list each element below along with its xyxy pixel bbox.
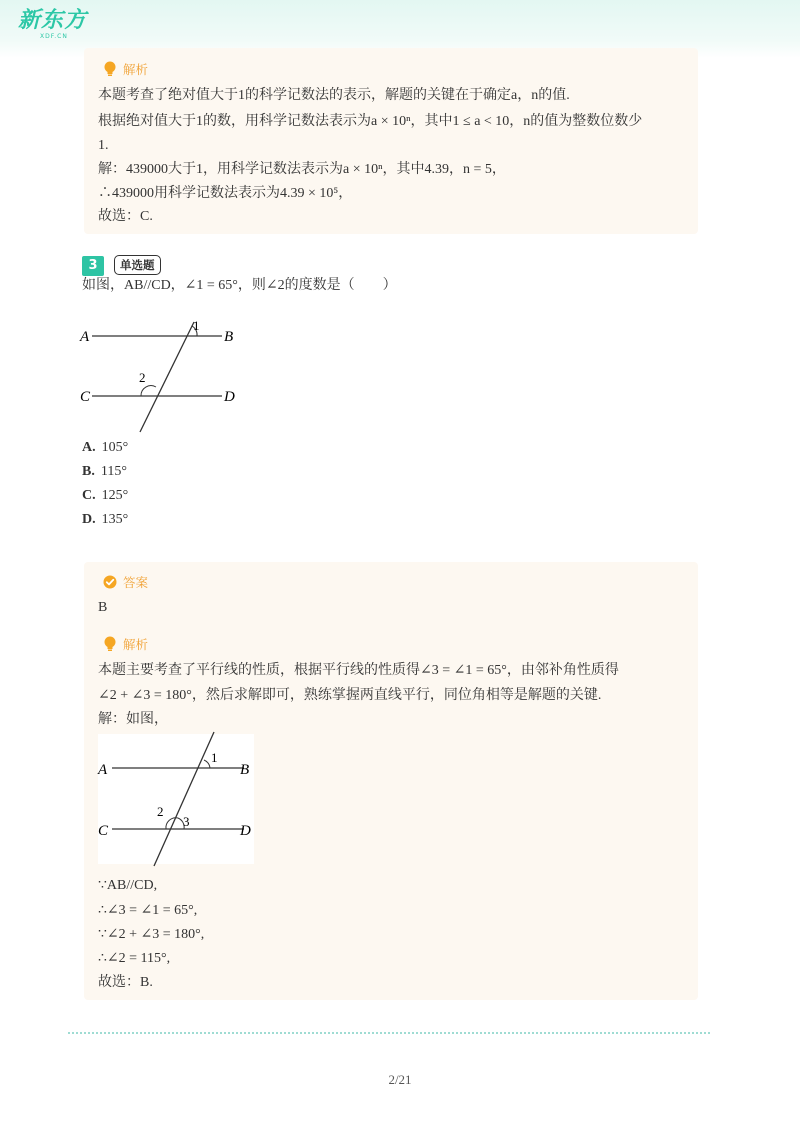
option-letter: A. — [82, 440, 96, 455]
angle-label-1: 1 — [211, 750, 218, 765]
point-label-a: A — [98, 762, 108, 778]
option-d[interactable] — [82, 510, 128, 530]
analysis-label: 解析 — [123, 62, 149, 77]
angle-label-3: 3 — [183, 814, 190, 829]
dotted-divider — [68, 1032, 710, 1034]
brand-logo — [18, 10, 87, 40]
point-label-a: A — [80, 329, 90, 345]
point-label-d: D — [240, 823, 251, 839]
analysis-label-row — [103, 60, 148, 78]
option-text: 115° — [100, 464, 127, 479]
analysis-label-row — [103, 635, 148, 653]
page-number: 2/21 — [388, 1072, 412, 1087]
question-type-badge: 单选题 — [114, 255, 161, 275]
analysis-line: 1. — [98, 138, 109, 153]
question-figure — [76, 318, 246, 436]
check-circle-icon — [103, 575, 117, 589]
question-number-badge: 3 — [82, 256, 104, 276]
analysis-line: 解：如图， — [98, 712, 168, 727]
option-c[interactable] — [82, 486, 128, 506]
solution-step: ∵AB//CD, — [98, 878, 158, 893]
option-a[interactable] — [82, 438, 128, 458]
solution-step: ∴∠3 = ∠1 = 65°, — [98, 903, 198, 918]
point-label-c: C — [98, 823, 109, 839]
angle-label-2: 2 — [157, 804, 164, 819]
analysis-line: 故选：C. — [98, 209, 153, 224]
lightbulb-icon — [103, 636, 117, 652]
analysis-line: ∠2 + ∠3 = 180°，然后求解即可，熟练掌握两直线平行，同位角相等是解题的关键. — [98, 688, 602, 703]
solution-step: ∵∠2 + ∠3 = 180°, — [98, 927, 205, 942]
option-text: 135° — [101, 512, 129, 527]
point-label-c: C — [80, 389, 91, 405]
option-letter: C. — [82, 488, 96, 503]
answer-value: B — [98, 600, 108, 615]
analysis-line: 解：439000大于1，用科学记数法表示为a × 10ⁿ，其中4.39，n = 5， — [98, 162, 506, 177]
answer-label-row — [103, 573, 148, 591]
point-label-d: D — [224, 389, 235, 405]
logo-text: 新东方 — [18, 8, 88, 33]
angle-label-1: 1 — [193, 318, 200, 333]
analysis-line: 本题主要考查了平行线的性质，根据平行线的性质得∠3 = ∠1 = 65°，由邻补角性质得 — [98, 663, 619, 678]
lightbulb-icon — [103, 61, 117, 77]
angle-label-2: 2 — [139, 370, 146, 385]
option-text: 125° — [101, 488, 129, 503]
point-label-b: B — [240, 762, 250, 778]
answer-label: 答案 — [123, 575, 149, 590]
solution-step: ∴∠2 = 115°, — [98, 951, 171, 966]
analysis-line: 本题考查了绝对值大于1的科学记数法的表示，解题的关键在于确定a，n的值. — [98, 88, 570, 103]
solution-figure — [92, 730, 264, 868]
analysis-label: 解析 — [123, 637, 149, 652]
logo-subtext: XDF.CN — [40, 33, 68, 40]
analysis-card-previous — [84, 48, 698, 234]
question-stem: 如图，AB//CD，∠1 = 65°，则∠2的度数是（ ） — [82, 278, 397, 293]
option-text: 105° — [101, 440, 129, 455]
analysis-line: ∴439000用科学记数法表示为4.39 × 10⁵， — [98, 186, 353, 201]
option-b[interactable] — [82, 462, 127, 482]
option-letter: D. — [82, 512, 96, 527]
point-label-b: B — [224, 329, 234, 345]
option-letter: B. — [82, 464, 95, 479]
analysis-line: 根据绝对值大于1的数，用科学记数法表示为a × 10ⁿ，其中1 ≤ a < 10，n的值为整数位数少 — [98, 114, 643, 129]
solution-step: 故选：B. — [98, 975, 153, 990]
